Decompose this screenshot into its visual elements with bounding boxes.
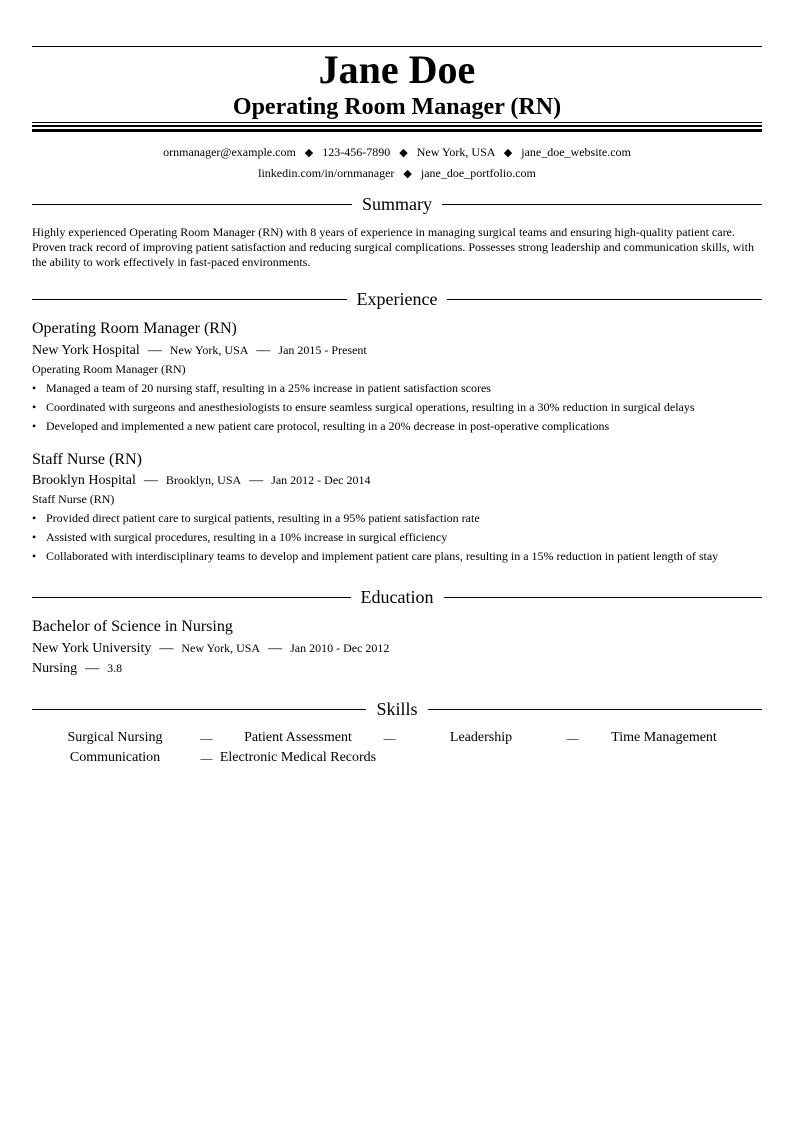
job-title: Operating Room Manager (RN) xyxy=(32,320,237,337)
education-field-line xyxy=(32,659,122,678)
bullet-text: Managed a team of 20 nursing staff, resulting in a 25% increase in patient satisfaction scores xyxy=(46,381,491,395)
contact-line-1 xyxy=(32,144,762,161)
employer: New York Hospital xyxy=(32,343,140,358)
education-heading xyxy=(32,585,762,609)
website-link[interactable]: jane_doe_website.com xyxy=(521,145,631,159)
skill-separator: — xyxy=(383,730,396,745)
contact-line-2 xyxy=(32,165,762,182)
list-item xyxy=(32,399,762,418)
diamond-icon: ◆ xyxy=(399,147,408,159)
job-bullets xyxy=(32,510,762,567)
skill-separator: — xyxy=(200,730,213,745)
heading-rule-left xyxy=(32,204,352,205)
phone-number: 123-456-7890 xyxy=(322,145,391,159)
header-rule-3 xyxy=(32,129,762,132)
candidate-name: Jane Doe xyxy=(318,47,476,92)
school-location: New York, USA xyxy=(181,641,261,655)
bullet-text: Assisted with surgical procedures, resulting in a 10% increase in surgical efficiency xyxy=(46,530,448,544)
bullet-icon: • xyxy=(32,419,37,433)
skills-heading-label: Skills xyxy=(376,699,418,719)
job-meta xyxy=(32,341,367,360)
dash-separator: — xyxy=(85,661,100,676)
bullet-text: Collaborated with interdisciplinary teams to develop and implement patient care plans, resulting in a 15% reduction in patient length of stay xyxy=(46,549,719,563)
skills-heading xyxy=(32,697,762,721)
list-item xyxy=(32,418,762,437)
job-location: Brooklyn, USA xyxy=(165,473,242,487)
list-item xyxy=(32,529,762,548)
gpa: 3.8 xyxy=(107,661,123,675)
heading-rule-right xyxy=(428,709,762,710)
summary-heading xyxy=(32,192,762,216)
experience-heading xyxy=(32,287,762,311)
job-location: New York, USA xyxy=(169,343,249,357)
job-role: Operating Room Manager (RN) xyxy=(32,362,186,376)
school: New York University xyxy=(32,641,152,656)
education-heading-label: Education xyxy=(360,587,434,607)
skill-item: Time Management xyxy=(611,730,717,745)
degree-title: Bachelor of Science in Nursing xyxy=(32,618,233,635)
heading-rule-right xyxy=(444,597,763,598)
job-dates: Jan 2012 - Dec 2014 xyxy=(271,473,371,487)
skill-separator: — xyxy=(200,750,213,765)
heading-rule-left xyxy=(32,299,347,300)
dash-separator: — xyxy=(249,473,264,488)
bullet-text: Developed and implemented a new patient care protocol, resulting in a 20% decrease in post-operative complications xyxy=(46,419,610,433)
header-rule-1 xyxy=(32,122,762,123)
portfolio-link[interactable]: jane_doe_portfolio.com xyxy=(420,166,536,180)
dash-separator: — xyxy=(268,641,283,656)
bullet-icon: • xyxy=(32,511,37,525)
dash-separator: — xyxy=(159,641,174,656)
diamond-icon: ◆ xyxy=(503,147,513,159)
job-title: Staff Nurse (RN) xyxy=(32,451,142,468)
bullet-icon: • xyxy=(32,400,37,414)
experience-heading-label: Experience xyxy=(356,289,438,309)
dash-separator: — xyxy=(143,473,158,488)
heading-rule-right xyxy=(447,299,762,300)
skills-grid xyxy=(32,728,762,768)
diamond-icon: ◆ xyxy=(403,168,412,180)
skill-separator: — xyxy=(566,730,579,745)
dash-separator: — xyxy=(147,343,162,358)
linkedin-link[interactable]: linkedin.com/in/ornmanager xyxy=(258,166,395,180)
bullet-text: Coordinated with surgeons and anesthesiologists to ensure seamless surgical operations, resulting in a 30% reduction in surgical delays xyxy=(46,400,695,414)
skills-row xyxy=(32,748,762,768)
bullet-icon: • xyxy=(32,530,37,544)
heading-rule-left xyxy=(32,709,366,710)
summary-heading-label: Summary xyxy=(362,194,432,214)
bullet-text: Provided direct patient care to surgical patients, resulting in a 95% patient satisfaction rate xyxy=(46,511,480,525)
skill-item: Electronic Medical Records xyxy=(219,750,377,765)
job-bullets xyxy=(32,380,762,437)
heading-rule-right xyxy=(442,204,762,205)
heading-rule-left xyxy=(32,597,351,598)
candidate-title: Operating Room Manager (RN) xyxy=(232,94,562,120)
bullet-icon: • xyxy=(32,549,37,563)
location: New York, USA xyxy=(416,145,495,159)
skill-item: Surgical Nursing xyxy=(67,730,163,745)
list-item xyxy=(32,510,762,529)
skills-row xyxy=(32,728,762,748)
skill-item: Leadership xyxy=(449,730,513,745)
summary-text: Highly experienced Operating Room Manager (RN) with 8 years of experience in managing surgical teams and ensuring high-quality patient care. Proven track record of improving patient satisfaction and reducing surgical complications. Possesses strong leadership and communication skills, with the ability to work effectively in fast-paced environments. xyxy=(32,225,754,269)
skill-item: Communication xyxy=(69,750,161,765)
email-link[interactable]: ornmanager@example.com xyxy=(163,145,296,159)
list-item xyxy=(32,380,762,399)
dash-separator: — xyxy=(256,343,271,358)
education-dates: Jan 2010 - Dec 2012 xyxy=(290,641,390,655)
list-item xyxy=(32,548,762,567)
job-dates: Jan 2015 - Present xyxy=(278,343,367,357)
employer: Brooklyn Hospital xyxy=(32,473,136,488)
bullet-icon: • xyxy=(32,381,37,395)
field-of-study: Nursing xyxy=(32,661,78,676)
job-role: Staff Nurse (RN) xyxy=(32,492,115,506)
diamond-icon: ◆ xyxy=(304,147,314,159)
skill-item: Patient Assessment xyxy=(244,730,352,745)
education-meta xyxy=(32,639,389,658)
header-rule-2 xyxy=(32,125,762,127)
job-meta xyxy=(32,471,371,490)
